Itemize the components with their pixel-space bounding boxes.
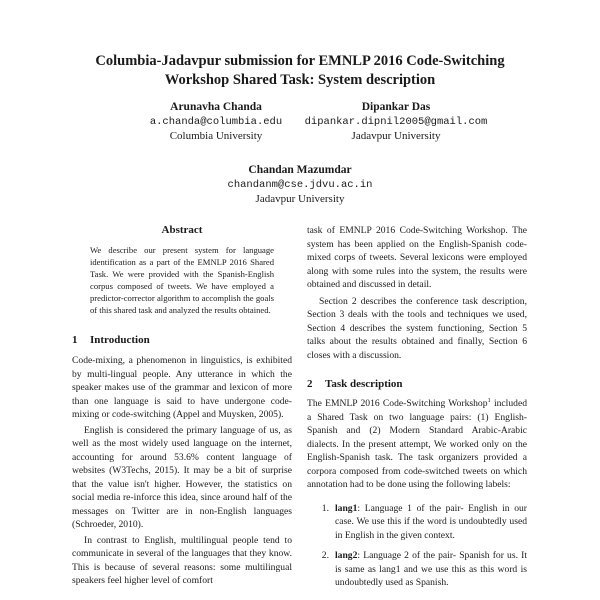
section-title: Introduction [90,334,150,346]
paragraph: Code-mixing, a phenomenon in linguistics, is exhibited by multi-lingual people. Any utterance in which the speaker makes use of the grammar and lexicon of more than one language is said to have undergone code-mixing or code-switching (Appel and Muysken, 2005). [72,355,292,420]
author-affiliation: Columbia University [169,130,263,142]
list-number: 1. [321,502,329,514]
author-affiliation: Jadavpur University [255,193,345,205]
left-column [72,224,292,588]
author-email: dipankar.dipnil2005@gmail.com [304,116,488,128]
paragraph [307,397,527,492]
paragraph: In contrast to English, multilingual people tend to communicate in several of the languages that they know. This is because of several reasons: some multilingual speakers feel higher level of comfort [72,534,292,586]
task-description-body [307,397,527,590]
label-description: : Language 2 of the pair- Spanish for us. It is same as lang1 and we use this as this word is undoubtedly used as Spanish. [335,550,527,588]
section-heading-task-description [307,378,527,390]
list-text [335,502,527,543]
author-block-3 [180,163,420,206]
author-block-2 [276,100,516,143]
introduction-body [72,354,292,588]
section-title: Task description [325,378,403,390]
footnote-marker[interactable]: 1 [487,397,491,404]
author-affiliation: Jadavpur University [351,130,441,142]
author-email: chandanm@cse.jdvu.ac.in [227,179,373,191]
abstract-text: We describe our present system for language identification as a part of the EMNLP 2016 Shared Task. We were provided with the Spanish-English corpus composed of tweets. We have employed a predictor-corrector algorithm to accomplish the goals of this shared task and analyzed the results obtained. [90,245,274,315]
section-number: 1 [72,334,78,346]
right-column [307,224,527,597]
label-term: lang1 [335,502,358,514]
section-number: 2 [307,378,313,390]
author-name: Chandan Mazumdar [248,164,352,176]
introduction-continued [307,224,527,362]
label-list [307,502,527,590]
label-description: : Language 1 of the pair- English in our case. We use this if the word is undoubtedly used in English in the given context. [335,502,527,541]
list-item [307,549,527,590]
abstract-heading: Abstract [161,224,203,236]
list-number: 2. [321,550,329,561]
title-line-1: Columbia-Jadavpur submission for EMNLP 2016 Code-Switching [95,53,505,69]
title-line-2: Workshop Shared Task: System description [164,72,436,88]
paragraph: task of EMNLP 2016 Code-Switching Workshop. The system has been applied on the English-Spanish code-mixed corps of tweets. Several lexicons were employed along with some rules into the system, the results were obtained and discussed in detail. [307,225,527,290]
author-name: Arunavha Chanda [170,101,262,113]
list-text [335,549,527,590]
paragraph-text: included a Shared Task on two language pairs: (1) English-Spanish and (2) Modern Standard Arabic-Arabic dialects. In the present attempt, We worked only on the English-Spanish task. The task organizers provided a corpora composed from code-switched tweets on which annotation had to be done using the following labels: [307,398,527,490]
paragraph-text: The EMNLP 2016 Code-Switching Workshop [307,398,488,409]
label-term: lang2 [335,550,358,561]
paragraph: English is considered the primary language of us, as well as the most widely used language on the internet, accounting for around 53.6% content language of websites (W3Techs, 2015). It may be a bit of surprise that the value isn't higher. However, the statistics on social media re-inforce this idea, since around half of the messages on Twitter are in non-English languages (Schroeder, 2010). [72,424,292,530]
paragraph: Section 2 describes the conference task description, Section 3 deals with the tools and techniques we used, Section 4 describes the system functioning, Section 5 talks about the results obtained and finally, Section 6 closes with a discussion. [307,295,527,361]
author-name: Dipankar Das [361,101,431,113]
paper-title [60,52,540,90]
list-item [307,502,527,543]
author-email: a.chanda@columbia.edu [149,116,283,128]
section-heading-introduction [72,334,292,346]
